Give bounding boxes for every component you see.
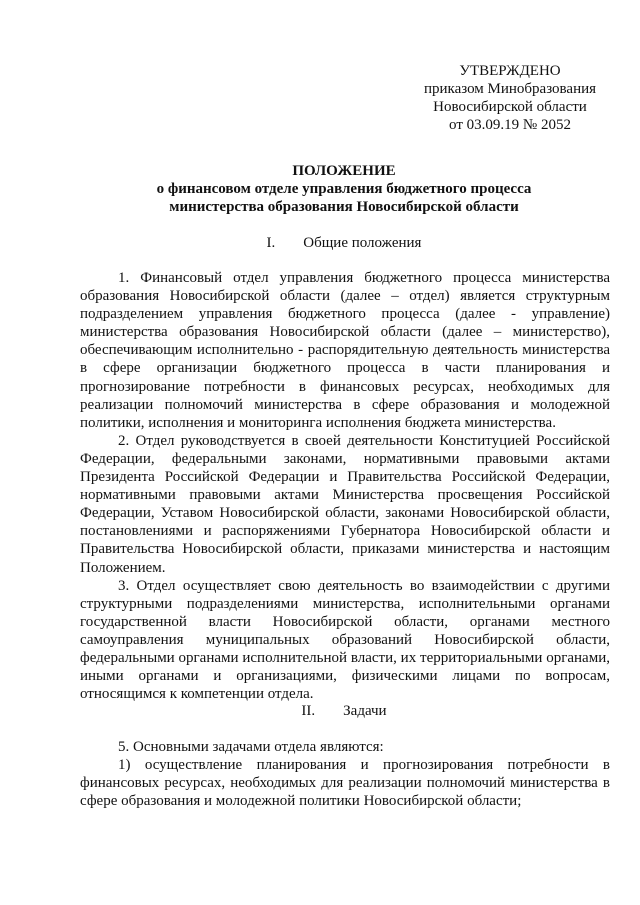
paragraph-2: 2. Отдел руководствуется в своей деятельности Конституцией Российской Федерации, федеральными законами, нормативными правовыми актами Президента Российской Федерации и Правительства Российской Федерации, нормативными правовыми актами Министерства просвещения Российской Федерации, Уставом Новосибирской области, законами Новосибирской области, постановлениями и распоряжениями Губернатора Новосибирской области и Правительства Новосибирской области, приказами министерства и настоящим Положением. — [80, 432, 610, 576]
approval-label: УТВЕРЖДЕНО — [459, 63, 561, 79]
title-subtitle-1: о финансовом отделе управления бюджетного процесса — [156, 181, 532, 197]
section-2-number: II. — [301, 703, 316, 719]
document-title — [80, 162, 608, 216]
paragraph-5: 5. Основными задачами отдела являются: — [118, 739, 384, 755]
section-2-heading — [80, 702, 608, 720]
title-heading: ПОЛОЖЕНИЕ — [292, 163, 396, 179]
section-1-title: Общие положения — [303, 235, 422, 251]
section-2-title: Задачи — [343, 703, 387, 719]
approval-stamp — [400, 62, 620, 134]
approval-date: от 03.09.19 № 2052 — [449, 117, 571, 133]
paragraph-1: 1. Финансовый отдел управления бюджетного процесса министерства образования Новосибирской области (далее – отдел) является структурным подразделением управления бюджетного процесса (далее - управление) министерства образования Новосибирской области (далее – министерство), обеспечивающим исполнительно - распорядительную деятельность министерства в сфере организации бюджетного процесса в части планирования и прогнозирование потребности в финансовых ресурсах, необходимых для реализации полномочий министерства в сфере образования и молодежной политики, исполнения и мониторинга исполнения бюджета министерства. — [80, 270, 610, 431]
approval-order: приказом Минобразования — [423, 81, 597, 97]
section-2-body — [80, 738, 610, 810]
paragraph-5-item-1: 1) осуществление планирования и прогнозирования потребности в финансовых ресурсах, необходимых для реализации полномочий министерства в сфере образования и молодежной политики Новосибирской области; — [80, 757, 610, 810]
section-1-heading — [80, 234, 608, 252]
title-subtitle-2: министерства образования Новосибирской области — [169, 199, 519, 215]
approval-region: Новосибирской области — [433, 99, 587, 115]
section-1-body — [80, 269, 610, 703]
paragraph-3: 3. Отдел осуществляет свою деятельность во взаимодействии с другими структурными подразделениями министерства, исполнительными органами государственной власти Новосибирской области, органами местного самоуправления муниципальных образований Новосибирской области, федеральными органами исполнительной власти, их территориальными органами, иными органами и организациями, физическими лицами по вопросам, относящимся к компетенции отдела. — [80, 577, 610, 703]
section-1-number: I. — [266, 235, 276, 251]
